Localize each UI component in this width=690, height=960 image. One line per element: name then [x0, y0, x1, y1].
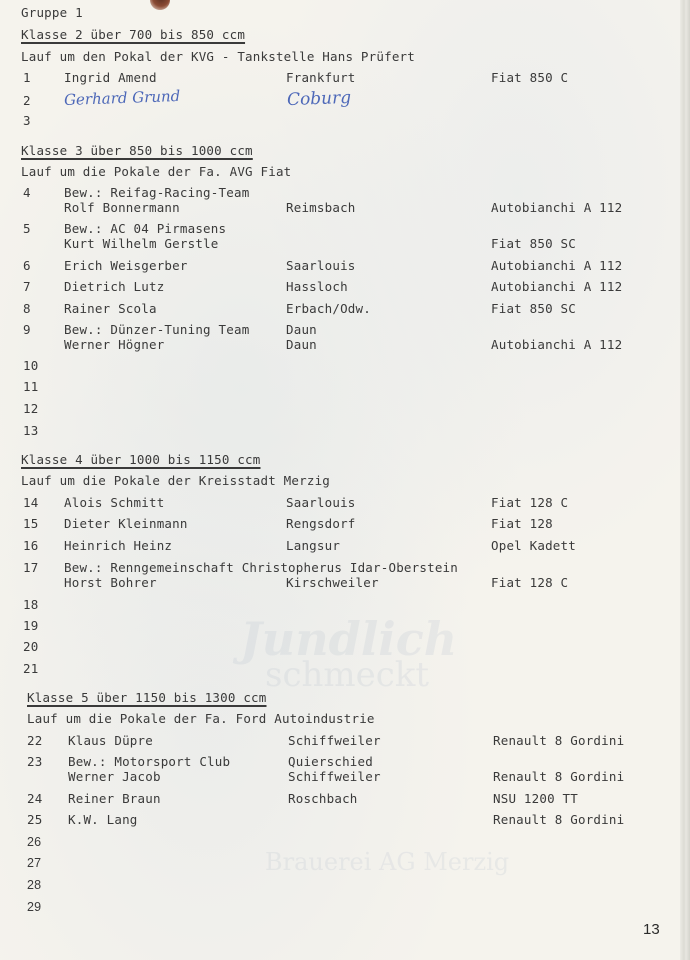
start-number: 17 — [23, 560, 39, 575]
binding-edge — [680, 0, 690, 960]
driver-name: Werner Högner — [64, 337, 165, 352]
start-number: 29 — [27, 900, 42, 914]
car-model: Renault 8 Gordini — [493, 769, 625, 784]
start-number: 5 — [23, 221, 31, 236]
entrant-sponsor: Bew.: Dünzer-Tuning Team — [64, 322, 250, 337]
driver-name: Reiner Braun — [68, 791, 161, 806]
trophy-line: Lauf um die Pokale der Fa. Ford Autoindustrie — [27, 711, 375, 726]
driver-city: Schiffweiler — [288, 733, 381, 748]
start-number: 7 — [23, 279, 31, 294]
car-model: Autobianchi A 112 — [491, 200, 623, 215]
entrant-sponsor: Bew.: Motorsport Club — [68, 754, 231, 769]
start-number: 25 — [27, 812, 43, 827]
entrant-sponsor: Bew.: Renngemeinschaft Christopherus Idar-Oberstein — [64, 560, 459, 575]
driver-name: Heinrich Heinz — [64, 538, 173, 553]
start-number: 3 — [23, 113, 31, 128]
driver-name: Alois Schmitt — [64, 495, 165, 510]
driver-city: Rengsdorf — [286, 516, 356, 531]
group-title: Gruppe 1 — [21, 5, 83, 20]
entrant-sponsor: Bew.: AC 04 Pirmasens — [64, 221, 227, 236]
car-model: Autobianchi A 112 — [491, 337, 623, 352]
start-number: 11 — [23, 379, 39, 394]
driver-city: Schiffweiler — [288, 769, 381, 784]
handwritten-driver-name: Gerhard Grund — [63, 86, 181, 110]
start-number: 9 — [23, 322, 31, 337]
driver-city: Langsur — [286, 538, 341, 553]
driver-city: Reimsbach — [286, 200, 356, 215]
driver-name: Dietrich Lutz — [64, 279, 165, 294]
start-number: 27 — [27, 856, 42, 870]
driver-name: Kurt Wilhelm Gerstle — [64, 236, 219, 251]
start-number: 24 — [27, 791, 43, 806]
start-number: 8 — [23, 301, 31, 316]
driver-name: Rainer Scola — [64, 301, 157, 316]
watermark-brewery: Brauerei AG Merzig — [265, 848, 510, 876]
driver-name: Klaus Düpre — [68, 733, 153, 748]
driver-name: Horst Bohrer — [64, 575, 157, 590]
driver-city: Hassloch — [286, 279, 348, 294]
driver-name: Rolf Bonnermann — [64, 200, 180, 215]
sponsor-city: Daun — [286, 322, 317, 337]
start-number: 23 — [27, 754, 43, 769]
sponsor-city: Quierschied — [288, 754, 373, 769]
driver-city: Saarlouis — [286, 258, 356, 273]
driver-name: Erich Weisgerber — [64, 258, 188, 273]
punch-hole — [150, 0, 170, 10]
page-number: 13 — [643, 921, 660, 938]
trophy-line: Lauf um die Pokale der Fa. AVG Fiat — [21, 164, 292, 179]
class-heading: Klasse 5 über 1150 bis 1300 ccm — [27, 690, 267, 705]
start-number: 2 — [23, 93, 31, 108]
start-number: 26 — [27, 835, 42, 849]
start-number: 12 — [23, 401, 39, 416]
class-heading: Klasse 4 über 1000 bis 1150 ccm — [21, 452, 261, 467]
car-model: Fiat 850 SC — [491, 236, 576, 251]
driver-city: Frankfurt — [286, 70, 356, 85]
start-number: 19 — [23, 618, 39, 633]
start-number: 10 — [23, 358, 39, 373]
driver-city: Roschbach — [288, 791, 358, 806]
driver-city: Daun — [286, 337, 317, 352]
car-model: Fiat 850 C — [491, 70, 569, 85]
start-number: 28 — [27, 878, 42, 892]
driver-city: Saarlouis — [286, 495, 356, 510]
watermark-brand: Jundlich — [240, 612, 458, 666]
car-model: NSU 1200 TT — [493, 791, 578, 806]
start-number: 21 — [23, 661, 39, 676]
car-model: Fiat 128 C — [491, 575, 569, 590]
car-model: Fiat 128 C — [491, 495, 569, 510]
start-number: 4 — [23, 185, 31, 200]
start-number: 6 — [23, 258, 31, 273]
start-number: 18 — [23, 597, 39, 612]
trophy-line: Lauf um den Pokal der KVG - Tankstelle Hans Prüfert — [21, 49, 416, 64]
driver-name: Ingrid Amend — [64, 70, 157, 85]
driver-name: K.W. Lang — [68, 812, 138, 827]
car-model: Autobianchi A 112 — [491, 258, 623, 273]
start-number: 22 — [27, 733, 43, 748]
class-heading: Klasse 3 über 850 bis 1000 ccm — [21, 143, 253, 158]
start-number: 1 — [23, 70, 31, 85]
car-model: Renault 8 Gordini — [493, 812, 625, 827]
car-model: Renault 8 Gordini — [493, 733, 625, 748]
start-number: 16 — [23, 538, 39, 553]
entrant-sponsor: Bew.: Reifag-Racing-Team — [64, 185, 250, 200]
driver-city: Kirschweiler — [286, 575, 379, 590]
car-model: Fiat 128 — [491, 516, 553, 531]
car-model: Autobianchi A 112 — [491, 279, 623, 294]
start-number: 13 — [23, 423, 39, 438]
start-number: 15 — [23, 516, 39, 531]
handwritten-driver-city: Coburg — [286, 87, 352, 111]
car-model: Opel Kadett — [491, 538, 576, 553]
start-number: 14 — [23, 495, 39, 510]
driver-name: Dieter Kleinmann — [64, 516, 188, 531]
watermark-slogan: schmeckt — [265, 655, 430, 695]
trophy-line: Lauf um die Pokale der Kreisstadt Merzig — [21, 473, 331, 488]
car-model: Fiat 850 SC — [491, 301, 576, 316]
start-number: 20 — [23, 639, 39, 654]
driver-city: Erbach/Odw. — [286, 301, 371, 316]
class-heading: Klasse 2 über 700 bis 850 ccm — [21, 27, 246, 42]
driver-name: Werner Jacob — [68, 769, 161, 784]
